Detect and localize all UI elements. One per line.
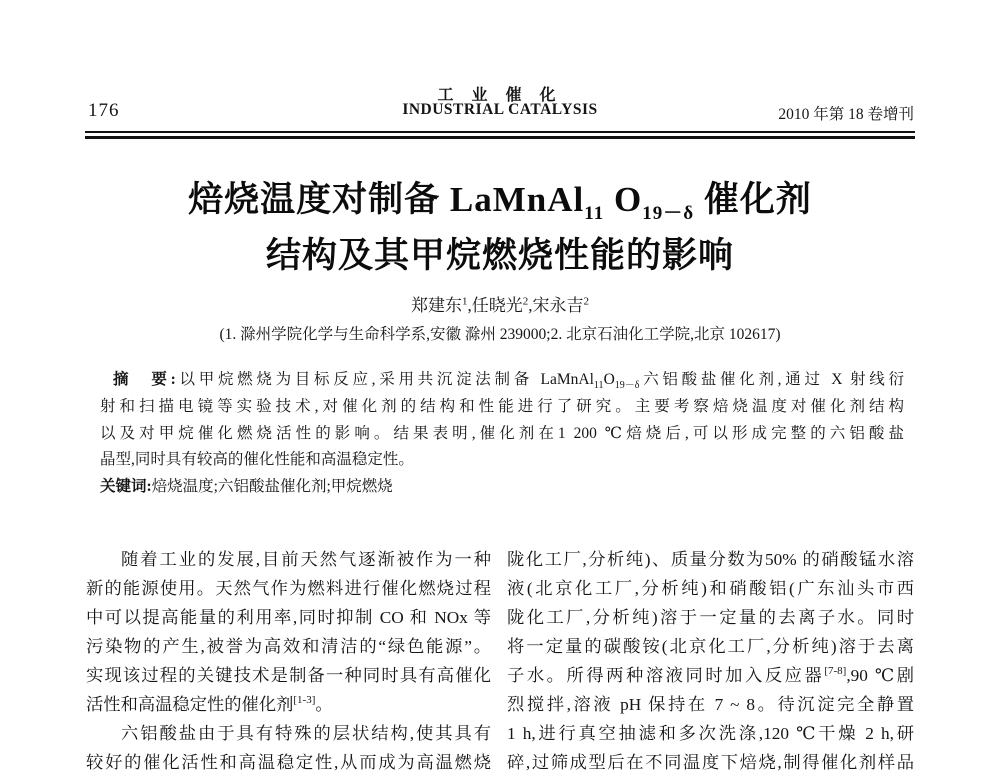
text-line bbox=[100, 474, 904, 501]
text-line bbox=[86, 603, 491, 632]
text-segment: 2 bbox=[583, 295, 589, 308]
text-segment: 较好的催化活性和高温稳定性,从而成为高温燃烧 bbox=[86, 753, 491, 772]
text-segment: 陇化工厂,分析纯)、质量分数为50% 的硝酸锰水溶 bbox=[507, 550, 914, 569]
text-segment: ,90 ℃剧 bbox=[846, 666, 914, 685]
article-title-line2: 结构及其甲烷燃烧性能的影响 bbox=[265, 236, 734, 275]
text-segment: [7-8] bbox=[824, 665, 847, 678]
text-segment: 焙烧温度;六铝酸盐催化剂;甲烷燃烧 bbox=[151, 478, 393, 496]
text-segment: 关键词: bbox=[100, 478, 152, 496]
text-segment: 活性和高温稳定性的催化剂 bbox=[86, 695, 294, 714]
text-segment: 污染物的产生,被誉为高效和清洁的“绿色能源”。 bbox=[86, 637, 491, 656]
text-segment: ,任晓光 bbox=[467, 296, 523, 315]
text-segment: 中可以提高能量的利用率,同时抑制 CO 和 NOx 等 bbox=[86, 608, 491, 627]
text-line bbox=[507, 574, 914, 603]
text-line bbox=[507, 719, 914, 748]
rule-bottom-line bbox=[85, 136, 915, 139]
journal-title-en: INDUSTRIAL CATALYSIS bbox=[402, 101, 598, 118]
text-segment: 新的能源使用。天然气作为燃料进行催化燃烧过程 bbox=[86, 579, 491, 598]
text-segment: 摘 要: bbox=[113, 371, 176, 388]
text-segment: 焙烧温度对制备 LaMnAl bbox=[188, 180, 585, 219]
text-line bbox=[100, 367, 904, 394]
text-line bbox=[100, 394, 904, 421]
text-segment: 1 h,进行真空抽滤和多次洗涤,120 ℃干燥 2 h,研 bbox=[507, 724, 914, 743]
text-segment: 19－δ bbox=[614, 380, 640, 392]
text-line bbox=[507, 632, 914, 661]
text-line bbox=[86, 719, 491, 748]
text-segment: 射和扫描电镜等实验技术,对催化剂的结构和性能进行了研究。主要考察焙烧温度对催化剂结构 bbox=[100, 397, 904, 415]
body-column-right bbox=[507, 545, 914, 777]
text-segment: [1-3] bbox=[293, 694, 316, 707]
journal-title-cn: 工 业 催 化 bbox=[437, 87, 563, 104]
affiliation-line: (1. 滁州学院化学与生命科学系,安徽 滁州 239000;2. 北京石油化工学院,北京 102617) bbox=[219, 326, 781, 343]
text-line bbox=[507, 690, 914, 719]
text-segment: 19－δ bbox=[642, 203, 695, 224]
text-segment: 碎,过筛成型后在不同温度下焙烧,制得催化剂样品 bbox=[507, 753, 914, 772]
text-line bbox=[86, 661, 491, 690]
text-line bbox=[86, 574, 491, 603]
text-segment: 晶型,同时具有较高的催化性能和高温稳定性。 bbox=[100, 451, 414, 469]
text-segment: 11 bbox=[584, 203, 605, 224]
header-double-rule bbox=[85, 131, 915, 139]
text-segment: 催化剂 bbox=[694, 180, 812, 219]
article-title bbox=[0, 172, 1000, 284]
body-column-left bbox=[86, 545, 491, 777]
text-line bbox=[100, 421, 904, 448]
article-title-line1 bbox=[0, 172, 1000, 228]
text-line bbox=[86, 748, 491, 777]
text-line bbox=[86, 690, 491, 719]
text-segment: 子水。所得两种溶液同时加入反应器 bbox=[507, 666, 825, 685]
text-segment: O bbox=[603, 371, 615, 388]
abstract-block bbox=[100, 367, 904, 501]
text-segment: 陇化工厂,分析纯)溶于一定量的去离子水。同时 bbox=[507, 608, 914, 627]
text-segment: 六铝酸盐催化剂,通过 X 射线衍 bbox=[639, 371, 904, 388]
text-segment: 1 bbox=[462, 295, 468, 308]
authors-line bbox=[0, 291, 1000, 316]
text-line bbox=[100, 447, 904, 474]
issue-info: 2010 年第 18 卷增刊 bbox=[778, 106, 914, 123]
text-segment: ,宋永吉 bbox=[528, 296, 584, 315]
rule-top-line bbox=[85, 131, 915, 133]
text-segment: 郑建东 bbox=[411, 296, 462, 315]
text-segment: 六铝酸盐由于具有特殊的层状结构,使其具有 bbox=[121, 724, 491, 743]
text-segment: 实现该过程的关键技术是制备一种同时具有高催化 bbox=[86, 666, 491, 685]
page-number: 176 bbox=[88, 100, 120, 121]
text-segment: 液(北京化工厂,分析纯)和硝酸铝(广东汕头市西 bbox=[507, 579, 914, 598]
text-line bbox=[507, 545, 914, 574]
text-segment: 以甲烷燃烧为目标反应,采用共沉淀法制备 LaMnAl bbox=[175, 371, 594, 388]
text-line bbox=[507, 603, 914, 632]
text-line bbox=[507, 661, 914, 690]
text-line bbox=[86, 632, 491, 661]
text-segment: 2 bbox=[522, 295, 529, 308]
text-segment: 11 bbox=[593, 380, 604, 392]
text-segment: 以及对甲烷催化燃烧活性的影响。结果表明,催化剂在1 200 ℃焙烧后,可以形成完整的六铝酸盐 bbox=[100, 424, 904, 442]
text-segment: 将一定量的碳酸铵(北京化工厂,分析纯)溶于去离 bbox=[507, 637, 914, 656]
text-line bbox=[86, 545, 491, 574]
text-line bbox=[507, 748, 914, 777]
text-segment: O bbox=[604, 180, 643, 219]
text-segment: 随着工业的发展,目前天然气逐渐被作为一种 bbox=[121, 550, 491, 569]
text-segment: 。 bbox=[315, 695, 333, 714]
text-segment: 烈搅拌,溶液 pH 保持在 7 ~ 8。待沉淀完全静置 bbox=[507, 695, 914, 714]
